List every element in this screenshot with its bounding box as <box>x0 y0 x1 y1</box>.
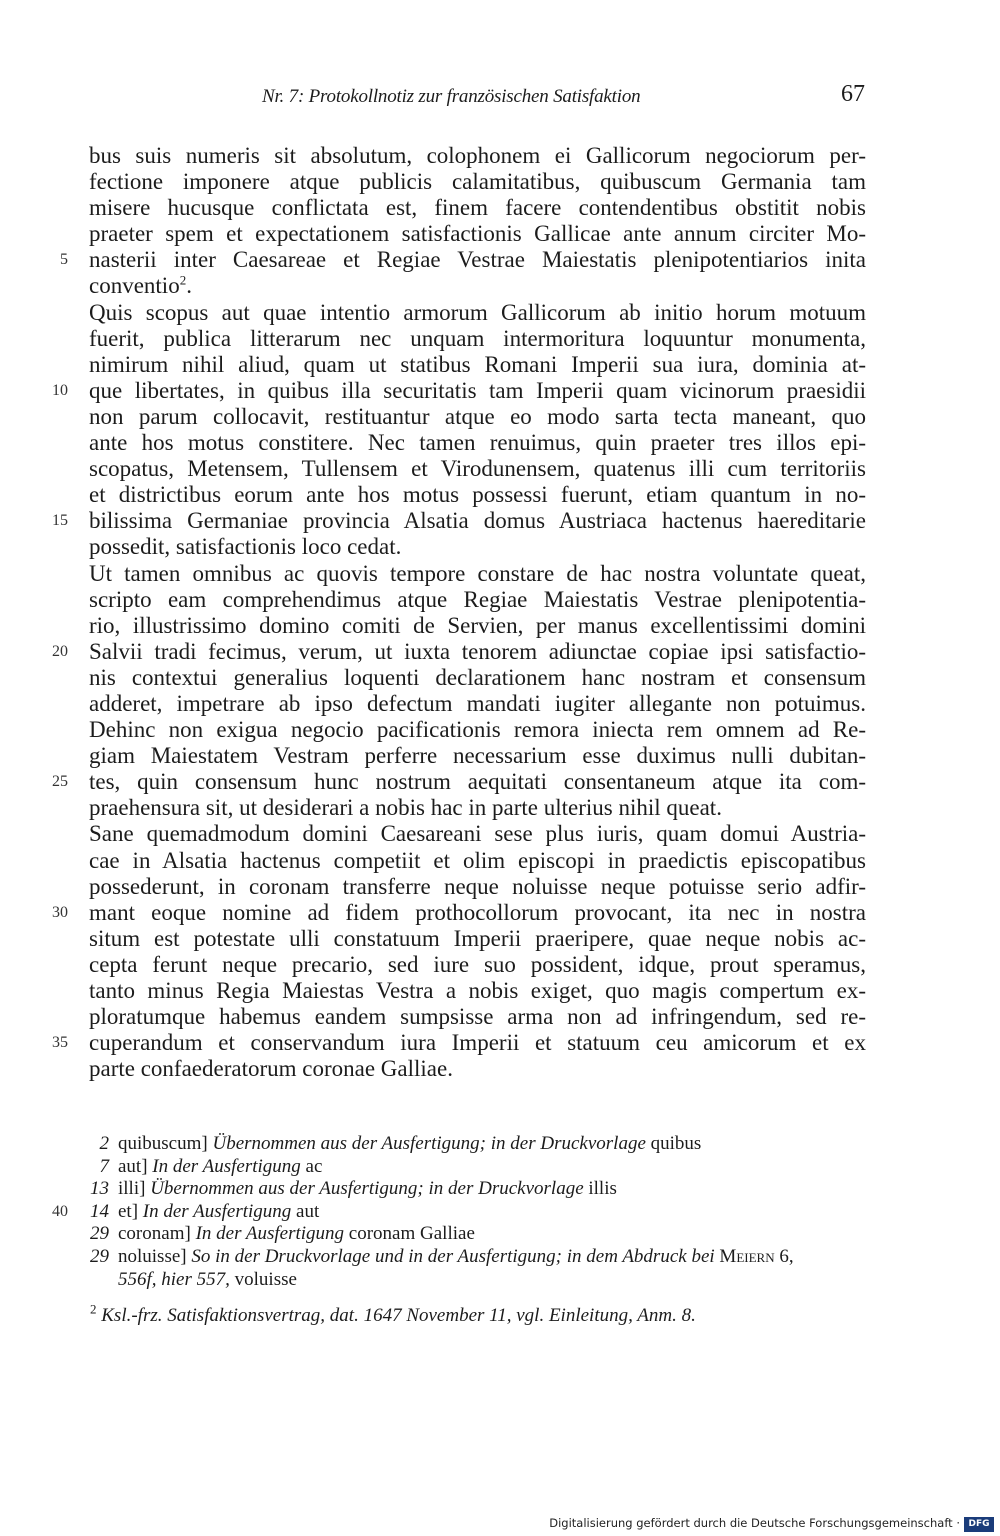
line-content: tes, quin consensum hunc nostrum aequitati consentaneum atque ita com- <box>89 769 866 795</box>
line-text <box>89 743 866 769</box>
apparatus-reading: voluisse <box>234 1268 297 1290</box>
page-number: 67 <box>841 81 865 107</box>
text-line <box>0 561 1000 587</box>
line-content: ante hos motus constitere. Nec tamen renuimus, quin praeter tres illos epi- <box>89 430 866 456</box>
line-content: possederunt, in coronam transferre neque noluisse neque potuisse serio adfir- <box>89 873 866 899</box>
line-content: scopatus, Metensem, Tullensem et Virodunensem, quatenus illi cum territoriis <box>89 456 866 482</box>
text-line <box>0 143 1000 169</box>
text-line <box>0 404 1000 430</box>
line-text <box>89 221 866 247</box>
apparatus-line-ref: 7 <box>99 1155 109 1177</box>
line-content: nis contextui generalius loquenti declarationem hanc nostram et consensum <box>89 664 866 690</box>
line-content: Salvii tradi fecimus, verum, ut iuxta tenorem adiunctae copiae ipsi satisfactio- <box>89 638 866 664</box>
line-text <box>89 691 866 717</box>
line-text <box>89 587 866 613</box>
apparatus-lemma: et] <box>118 1200 139 1222</box>
text-line <box>0 613 1000 639</box>
text-line <box>0 195 1000 221</box>
line-content: Dehinc non exigua negocio pacificationis remora iniecta rem omnem ad Re- <box>89 717 866 743</box>
text-line <box>0 821 1000 847</box>
line-content: que libertates, in quibus illa securitatis tam Imperii quam vicinorum praesidii <box>89 377 866 403</box>
text-line <box>0 482 1000 508</box>
line-number: 30 <box>52 903 68 921</box>
apparatus-note: In der Ausfertigung <box>152 1155 301 1177</box>
line-content: parte confaederatorum coronae Galliae. <box>89 1056 453 1082</box>
line-content: Ut tamen omnibus ac quovis tempore constare de hac nostra voluntate queat, <box>89 560 866 586</box>
main-text <box>0 143 1000 1082</box>
text-line <box>0 1056 1000 1082</box>
line-text <box>89 900 866 926</box>
line-text <box>89 978 866 1004</box>
apparatus-note2: 6, <box>779 1245 794 1267</box>
line-number: 20 <box>52 642 68 660</box>
footnote-ref: 2 <box>179 272 187 288</box>
line-content: Quis scopus aut quae intentio armorum Gallicorum ab initio horum motuum <box>89 299 866 325</box>
line-content: nasterii inter Caesareae et Regiae Vestrae Maiestatis plenipotentiarios inita <box>89 247 866 273</box>
line-number: 25 <box>52 773 68 791</box>
line-content: rio, illustrissimo domino comiti de Servien, per manus excellentissimi domini <box>89 612 866 638</box>
line-content: cepta ferunt neque precario, sed iure suo possident, idque, prout speramus, <box>89 951 866 977</box>
apparatus-lemma: quibuscum] <box>118 1133 208 1154</box>
line-text <box>89 1056 866 1082</box>
text-line <box>0 1004 1000 1030</box>
text-line <box>0 795 1000 821</box>
text-line <box>0 534 1000 560</box>
line-content: possedit, satisfactionis loco cedat. <box>89 534 402 560</box>
line-content: conventio <box>89 273 180 299</box>
line-text <box>89 639 866 665</box>
text-line <box>0 273 1000 299</box>
line-text <box>89 795 866 821</box>
line-content: tanto minus Regia Maiestas Vestra a nobis exiget, quo magis compertum ex- <box>89 978 866 1003</box>
line-text <box>89 482 866 508</box>
line-text <box>89 430 866 456</box>
line-text <box>89 821 866 847</box>
text-line <box>0 639 1000 665</box>
apparatus-note: In der Ausfertigung <box>142 1200 292 1222</box>
line-content: situm est potestate ulli constatuum Imperii praeripere, quae neque nobis ac- <box>89 925 866 951</box>
critical-apparatus <box>0 1133 1000 1291</box>
apparatus-lemma: aut] <box>118 1155 148 1177</box>
line-number: 35 <box>52 1034 68 1052</box>
line-text <box>89 1030 866 1056</box>
apparatus-line-ref: 2 <box>99 1133 109 1154</box>
line-content: non parum collocavit, restituantur atque eo modo sarta tecta maneant, quo <box>89 403 866 429</box>
text-line <box>0 221 1000 247</box>
line-content: giam Maiestatem Vestram perferre necessarium esse duximus nulli dubitan- <box>89 743 866 769</box>
apparatus-reading: ac <box>305 1155 323 1177</box>
line-content: adderet, impetrare ab ipso defectum mandati iugiter allegante non potuimus. <box>89 690 866 716</box>
apparatus-note <box>118 1246 794 1269</box>
digitization-footer <box>0 1500 1000 1536</box>
line-text <box>89 926 866 952</box>
line-number: 10 <box>52 381 68 399</box>
apparatus-entry <box>0 1178 1000 1201</box>
line-text <box>89 195 866 221</box>
apparatus-entry <box>0 1201 1000 1224</box>
line-content: fuerit, publica litterarum nec unquam intermoritura loquuntur monumenta, <box>89 325 866 351</box>
apparatus-line-ref: 29 <box>90 1245 109 1267</box>
line-content: cae in Alsatia hactenus competiit et olim episcopi in praedictis episcopatibus <box>89 847 866 873</box>
text-line <box>0 717 1000 743</box>
text-line <box>0 952 1000 978</box>
apparatus-reading: coronam Galliae <box>348 1223 475 1245</box>
apparatus-note: Übernommen aus der Ausfertigung; in der Druckvorlage <box>150 1178 584 1200</box>
apparatus-reading: illis <box>588 1178 617 1200</box>
running-title: Nr. 7: Protokollnotiz zur französischen Satisfaktion <box>262 86 641 107</box>
line-text <box>89 300 866 326</box>
line-text <box>89 534 866 560</box>
apparatus-line-ref: 14 <box>90 1200 109 1222</box>
apparatus-entry <box>0 1269 1000 1292</box>
line-text <box>89 508 866 534</box>
text-line <box>0 665 1000 691</box>
text-line <box>0 1030 1000 1056</box>
line-content: misere hucusque conflictata est, finem facere contendentibus obstitit nobis <box>89 195 866 221</box>
line-text <box>89 169 866 195</box>
line-number: 5 <box>60 251 68 269</box>
apparatus-reading: aut <box>296 1200 320 1222</box>
apparatus-note <box>118 1201 319 1224</box>
line-content: nimirum nihil aliud, quam ut statibus Romani Imperii sua iura, dominia at- <box>89 351 866 377</box>
apparatus-note: Übernommen aus der Ausfertigung; in der Druckvorlage <box>212 1133 646 1154</box>
line-text <box>89 1004 866 1030</box>
footnote <box>90 1301 696 1327</box>
text-line <box>0 848 1000 874</box>
apparatus-lemma: noluisse] <box>118 1245 187 1267</box>
apparatus-note: 556f, hier 557, <box>118 1268 230 1290</box>
text-line <box>0 247 1000 273</box>
line-text <box>89 378 866 404</box>
line-text <box>89 456 866 482</box>
apparatus-note <box>118 1178 617 1201</box>
line-content: bilissima Germaniae provincia Alsatia domus Austriaca hactenus haereditarie <box>89 508 866 534</box>
line-text <box>89 561 866 587</box>
line-text <box>89 665 866 691</box>
line-number: 15 <box>52 512 68 530</box>
line-content: scripto eam comprehendimus atque Regiae Maiestatis Vestrae plenipotentia- <box>89 586 866 612</box>
text-line <box>0 378 1000 404</box>
line-text <box>89 326 866 352</box>
line-text <box>89 717 866 743</box>
apparatus-sc: Meiern <box>719 1245 775 1267</box>
line-content: cuperandum et conservandum iura Imperii et statuum ceu amicorum et ex <box>89 1030 866 1056</box>
text-line <box>0 508 1000 534</box>
text-line <box>0 587 1000 613</box>
line-number: 40 <box>52 1202 68 1220</box>
text-line <box>0 430 1000 456</box>
line-text <box>89 613 866 639</box>
text-line <box>0 456 1000 482</box>
line-content: ploratumque habemus eandem sumpsisse arma non ad infringendum, sed re- <box>89 1004 866 1030</box>
line-tail: . <box>186 273 192 299</box>
apparatus-note: In der Ausfertigung <box>195 1223 345 1245</box>
line-content: mant eoque nomine ad fidem prothocollorum provocant, ita nec in nostra <box>89 899 866 925</box>
line-text <box>89 769 866 795</box>
line-text <box>89 874 866 900</box>
apparatus-entry <box>0 1133 1000 1156</box>
text-line <box>0 691 1000 717</box>
text-line <box>0 769 1000 795</box>
apparatus-note: So in der Druckvorlage und in der Ausfertigung; in dem Abdruck bei <box>191 1245 715 1267</box>
dfg-logo: DFG <box>964 1517 994 1532</box>
apparatus-note <box>118 1269 297 1292</box>
funding-credit: Digitalisierung gefördert durch die Deutsche Forschungsgemeinschaft · <box>549 1516 960 1530</box>
line-text <box>89 404 866 430</box>
apparatus-entry <box>0 1156 1000 1179</box>
line-content: fectione imponere atque publicis calamitatibus, quibuscum Germania tam <box>89 169 866 195</box>
apparatus-lemma: coronam] <box>118 1223 191 1245</box>
apparatus-entry <box>0 1223 1000 1246</box>
text-line <box>0 743 1000 769</box>
apparatus-note <box>118 1156 322 1179</box>
line-content: et districtibus eorum ante hos motus possessi fuerunt, etiam quantum in no- <box>89 482 866 508</box>
apparatus-lemma: illi] <box>118 1178 146 1200</box>
apparatus-entry <box>0 1246 1000 1269</box>
apparatus-note <box>118 1223 475 1246</box>
line-text <box>89 273 866 299</box>
apparatus-note <box>118 1133 701 1156</box>
line-text <box>89 143 866 169</box>
line-content: Sane quemadmodum domini Caesareani sese plus iuris, quam domui Austria- <box>89 821 866 847</box>
line-content: praehensura sit, ut desiderari a nobis hac in parte ulterius nihil queat. <box>89 795 722 821</box>
line-text <box>89 247 866 273</box>
line-text <box>89 952 866 978</box>
text-line <box>0 874 1000 900</box>
line-text <box>89 352 866 378</box>
apparatus-reading: quibus <box>650 1133 702 1154</box>
text-line <box>0 169 1000 195</box>
line-content: praeter spem et expectationem satisfactionis Gallicae ante annum circiter Mo- <box>89 221 866 247</box>
page-header <box>90 81 865 120</box>
text-line <box>0 352 1000 378</box>
text-line <box>0 978 1000 1004</box>
line-content: bus suis numeris sit absolutum, colophonem ei Gallicorum negociorum per- <box>89 143 866 168</box>
apparatus-line-ref: 29 <box>90 1223 109 1245</box>
text-line <box>0 300 1000 326</box>
line-text <box>89 848 866 874</box>
footnote-marker: 2 <box>90 1301 97 1317</box>
text-line <box>0 900 1000 926</box>
apparatus-line-ref: 13 <box>90 1178 109 1200</box>
text-line <box>0 326 1000 352</box>
text-line <box>0 926 1000 952</box>
footnote-text: Ksl.-frz. Satisfaktionsvertrag, dat. 1647 November 11, vgl. Einleitung, Anm. 8. <box>101 1305 696 1326</box>
